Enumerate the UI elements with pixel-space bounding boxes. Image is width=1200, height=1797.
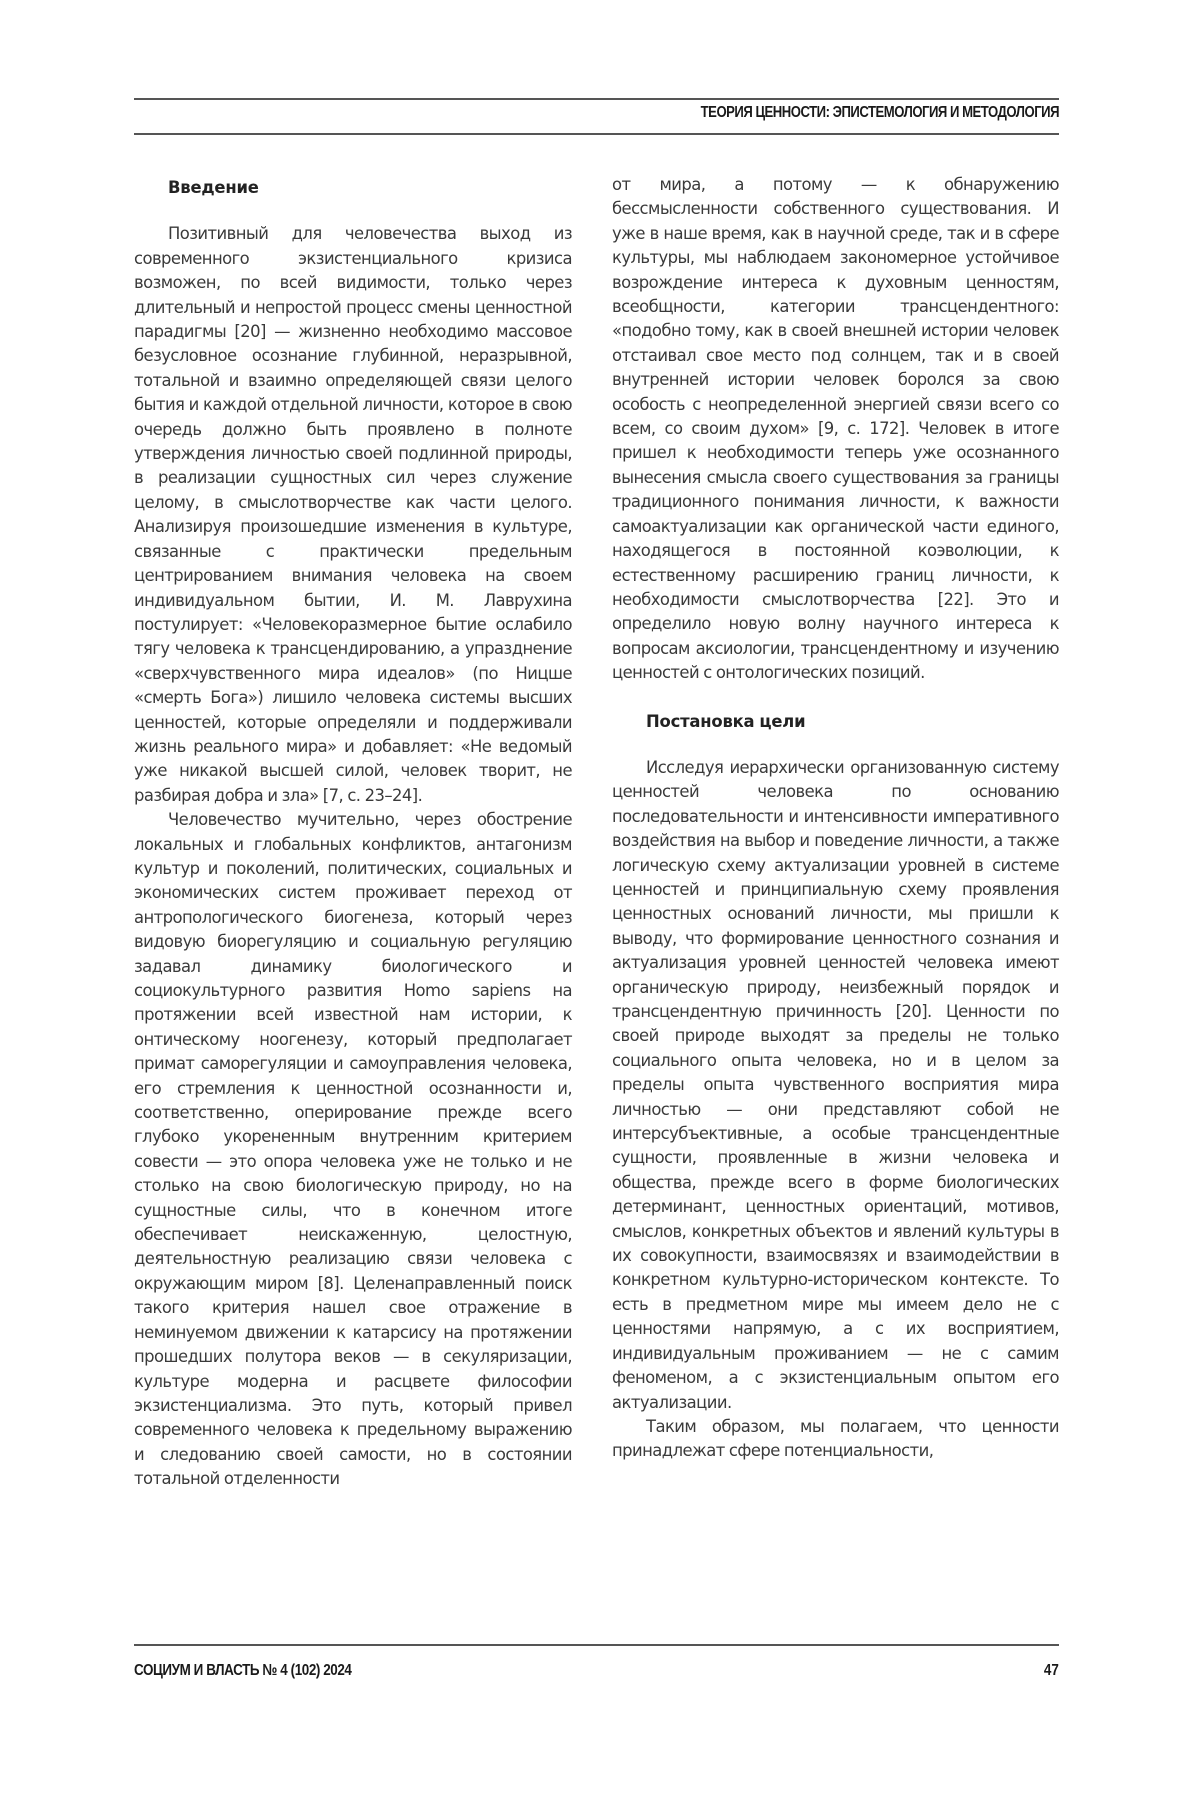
paragraph: Позитивный для человечества выход из современного экзистенциального кризиса возможен, по всей видимости, только через длительный и непростой процесс смены ценностной парадигмы [20] — жизненно необходимо массовое безусловное осознание глубинной, неразрывной, тотальной и взаимно определяющей связи целого бытия и каждой отдельной личности, которое в свою очередь должно быть проявлено в полноте утверждения личностью своей подлинной природы, в реализации сущностных сил через служение целому, в смыслотворчестве как части целого. Анализируя произошедшие изменения в культуре, связанные с практически предельным центрированием внимания человека на своем индивидуальном бытии, И. М. Лаврухина постулирует: «Человекоразмерное бытие ослабило тягу человека к трансцендированию, а упразднение «сверхчувственного мира идеалов» (по Ницше «смерть Бога») лишило человека системы высших ценностей, которые определяли и поддерживали жизнь реального мира» и добавляет: «Не ведомый уже никакой высшей силой, человек творит, не разбирая добра и зла» [7, с. 23–24].: [134, 224, 572, 805]
paragraph-continuation: от мира, а потому — к обнаружению бессмысленности собственного существования. И уже в наше время, как в научной среде, так и в сфере культуры, мы наблюдаем закономерное устойчивое возрождение интереса к духовным ценностям, всеобщности, категории трансцендентного: «подобно тому, как в своей внешней истории человек отстаивал свое место под солнцем, так и в своей внутренней истории человек боролся за свою особость с неопределенной энергией связи всего со всем, со своим духом» [9, с. 172]. Человек в итоге пришел к необходимости теперь уже осознанного вынесения смысла своего существования за границы традиционного понимания личности, к важности самоактуализации как органической части единого, находящегося в постоянной коэволюции, к естественному расширению границ личности, к необходимости смыслотворчества [22]. Это и определило новую волну научного интереса к вопросам аксиологии, трансцендентному и изучению ценностей с онтологических позиций.: [612, 175, 1059, 683]
header-rule-top: [134, 98, 1059, 100]
left-column: [134, 174, 572, 1492]
page-number: 47: [1044, 1662, 1059, 1679]
right-column: [612, 173, 1059, 1464]
paragraph: Таким образом, мы полагаем, что ценности принадлежат сфере потенциальности,: [612, 1416, 1059, 1461]
running-head: ТЕОРИЯ ЦЕННОСТИ: ЭПИСТЕМОЛОГИЯ И МЕТОДОЛОГИЯ: [700, 104, 1059, 121]
paragraph: Исследуя иерархически организованную систему ценностей человека по основанию последовательности и интенсивности императивного воздействия на выбор и поведение личности, а также логическую схему актуализации уровней в системе ценностей и принципиальную схему проявления ценностных оснований личности, мы пришли к выводу, что формирование ценностного сознания и актуализация уровней ценностей человека имеют органическую природу, неизбежный порядок и трансцендентную причинность [20]. Ценности по своей природе выходят за пределы не только социального опыта человека, но и в целом за пределы опыта чувственного восприятия мира личностью — они представляют собой не интерсубъективные, а особые трансцендентные сущности, проявленные в жизни человека и общества, прежде всего в форме биологических детерминант, ценностных ориентаций, мотивов, смыслов, конкретных объектов и явлений культуры в их совокупности, взаимосвязях и взаимодействии в конкретном культурно-историческом контексте. То есть в предметном мире мы имеем дело не с ценностями напрямую, а с их восприятием, индивидуальным проживанием — не с самим феноменом, а с экзистенциальным опытом его актуализации.: [612, 757, 1059, 1412]
journal-issue: СОЦИУМ И ВЛАСТЬ № 4 (102) 2024: [134, 1662, 352, 1679]
section-heading-goal: Постановка цели: [646, 711, 806, 731]
section-heading-introduction: Введение: [168, 178, 259, 197]
footer-rule: [134, 1644, 1059, 1646]
paragraph: Человечество мучительно, через обострение локальных и глобальных конфликтов, антагонизм культур и поколений, политических, социальных и экономических систем проживает переход от антропологического биогенеза, который через видовую биорегуляцию и социальную регуляцию задавал динамику биологического и социокультурного развития Homo sapiens на протяжении всей известной нам истории, к онтическому ноогенезу, который предполагает примат саморегуляции и самоуправления человека, его стремления к ценностной осознанности и, соответственно, оперирование прежде всего глубоко укорененным внутренним критерием совести — это опора человека уже не только и не столько на свою биологическую природу, но на сущностные силы, что в конечном итоге обеспечивает неискаженную, целостную, деятельностную реализацию связи человека с окружающим миром [8]. Целенаправленный поиск такого критерия нашел свое отражение в неминуемом движении к катарсису на протяжении прошедших полутора веков — в секуляризации, культуре модерна и расцвете философии экзистенциализма. Это путь, который привел современного человека к предельному выражению и следованию своей самости, но в состоянии тотальной отделенности: [134, 810, 572, 1489]
header-rule-bottom: [134, 133, 1059, 135]
